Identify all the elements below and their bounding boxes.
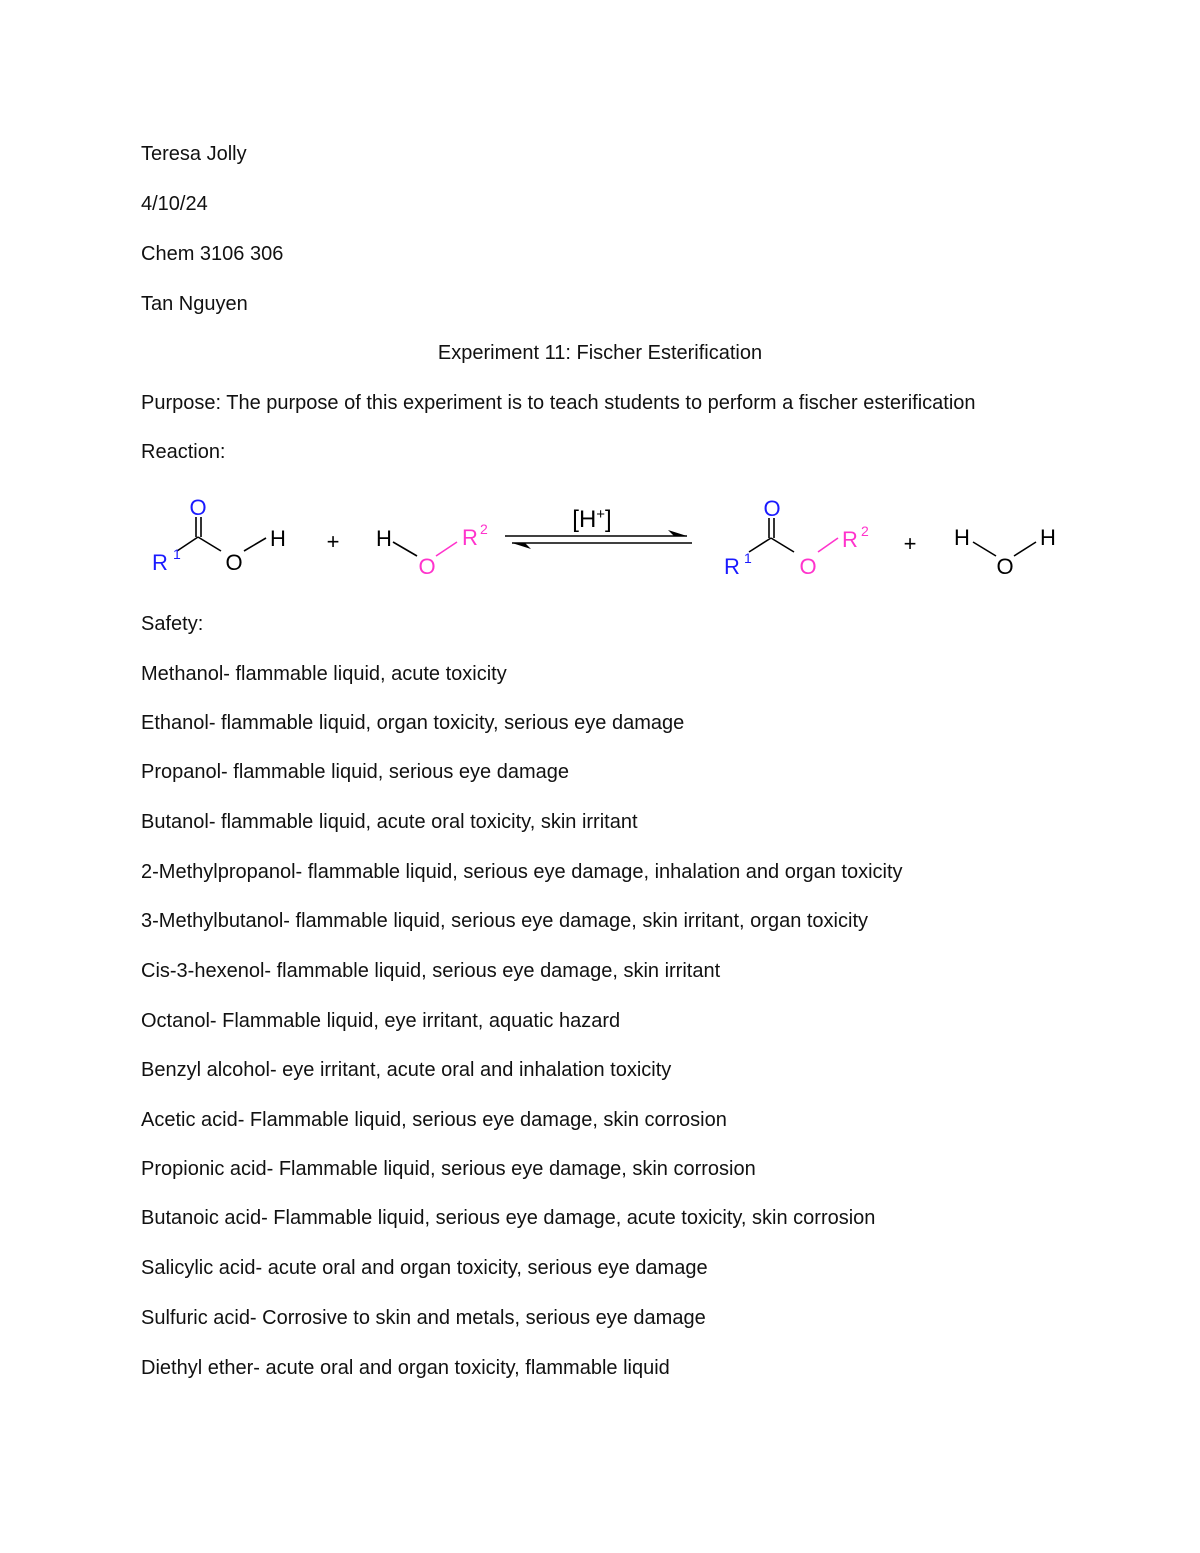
reaction-label: Reaction:: [141, 441, 226, 463]
ester-r1-label: R: [724, 554, 740, 579]
safety-item: Ethanol- flammable liquid, organ toxicity, serious eye damage: [141, 712, 685, 734]
ester-r2-label: R: [842, 527, 858, 552]
acid-r1-label: R: [152, 550, 168, 575]
safety-item: Sulfuric acid- Corrosive to skin and metals, serious eye damage: [141, 1307, 706, 1329]
acid-hydrogen: H: [270, 526, 286, 551]
reaction-scheme: [130, 485, 1070, 595]
equilibrium-arrow: [505, 506, 692, 550]
plus-sign: +: [326, 529, 340, 554]
acid-r1-superscript: 1: [173, 546, 181, 562]
alcohol-r2-superscript: 2: [480, 521, 488, 537]
safety-item: Butanol- flammable liquid, acute oral toxicity, skin irritant: [141, 811, 638, 833]
catalyst-label: [H+]: [572, 505, 612, 533]
alcohol-hydrogen: H: [376, 526, 392, 551]
water: [954, 525, 1056, 579]
acid-hydroxyl-oxygen: O: [225, 550, 243, 575]
water-oxygen: O: [996, 554, 1014, 579]
water-hydrogen-left: H: [954, 525, 970, 550]
alcohol: [376, 521, 488, 579]
author-name: Teresa Jolly: [141, 143, 247, 165]
ester-r1-superscript: 1: [744, 550, 752, 566]
plus-sign: +: [903, 531, 917, 556]
ester-oxygen: O: [799, 554, 817, 579]
safety-item: Diethyl ether- acute oral and organ toxicity, flammable liquid: [141, 1357, 670, 1379]
safety-item: Salicylic acid- acute oral and organ toxicity, serious eye damage: [141, 1257, 708, 1279]
ester: [724, 496, 869, 579]
safety-item: Benzyl alcohol- eye irritant, acute oral and inhalation toxicity: [141, 1059, 672, 1081]
ester-carbonyl-oxygen: O: [763, 496, 781, 521]
acid-carbonyl-oxygen: O: [189, 495, 207, 520]
safety-item: 3-Methylbutanol- flammable liquid, serious eye damage, skin irritant, organ toxicity: [141, 910, 869, 932]
safety-item: Methanol- flammable liquid, acute toxicity: [141, 663, 507, 685]
safety-item: Acetic acid- Flammable liquid, serious eye damage, skin corrosion: [141, 1109, 727, 1131]
safety-item: Propionic acid- Flammable liquid, serious eye damage, skin corrosion: [141, 1158, 756, 1180]
purpose-text: Purpose: The purpose of this experiment is to teach students to perform a fischer esterification: [141, 392, 976, 414]
safety-item: Cis-3-hexenol- flammable liquid, serious eye damage, skin irritant: [141, 960, 721, 982]
instructor-name: Tan Nguyen: [141, 293, 248, 315]
safety-item: Butanoic acid- Flammable liquid, serious eye damage, acute toxicity, skin corrosion: [141, 1207, 876, 1229]
safety-item: Octanol- Flammable liquid, eye irritant, aquatic hazard: [141, 1010, 621, 1032]
page-title: Experiment 11: Fischer Esterification: [437, 342, 763, 364]
alcohol-oxygen: O: [418, 554, 436, 579]
report-date: 4/10/24: [141, 193, 208, 215]
safety-label: Safety:: [141, 613, 204, 635]
water-hydrogen-right: H: [1040, 525, 1056, 550]
carboxylic-acid: [152, 495, 286, 575]
course-code: Chem 3106 306: [141, 243, 284, 265]
ester-r2-superscript: 2: [861, 523, 869, 539]
safety-item: 2-Methylpropanol- flammable liquid, serious eye damage, inhalation and organ toxicity: [141, 861, 903, 883]
alcohol-r2-label: R: [462, 525, 478, 550]
safety-item: Propanol- flammable liquid, serious eye damage: [141, 761, 570, 783]
